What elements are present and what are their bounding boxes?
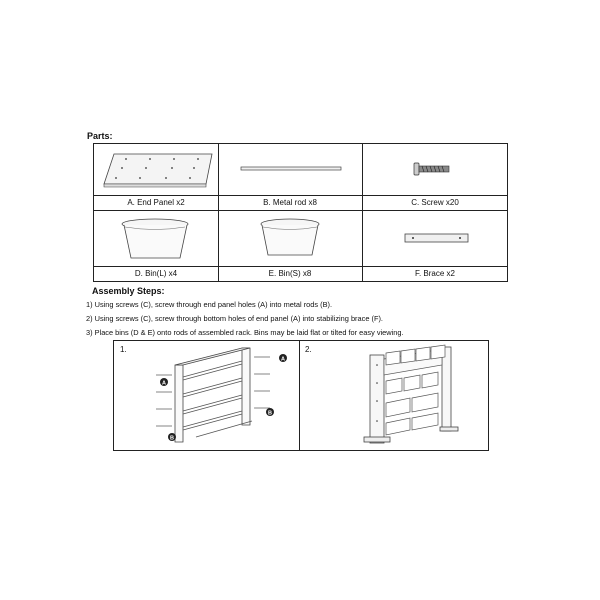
callout-a-right-letter: A [281, 356, 285, 363]
frame-assembly-illustration [114, 341, 299, 451]
callout-a-left-letter: A [162, 380, 166, 387]
large-bin-illustration [94, 210, 218, 266]
parts-table [93, 143, 508, 282]
metal-rod-illustration [218, 144, 362, 195]
assembly-step-3: 3) Place bins (D & E) onto rods of assembled rack. Bins may be laid flat or tilted for easy viewing. [86, 328, 404, 337]
part-label-small-bin: E. Bin(S) x8 [268, 269, 312, 278]
assembly-diagram [113, 340, 489, 451]
part-label-screw: C. Screw x20 [411, 198, 459, 207]
end-panel-illustration [94, 144, 218, 195]
assembly-heading: Assembly Steps: [92, 286, 165, 296]
diagram-number-2: 2. [305, 345, 312, 354]
part-label-end-panel: A. End Panel x2 [127, 198, 185, 207]
assembly-step-1: 1) Using screws (C), screw through end panel holes (A) into metal rods (B). [86, 300, 333, 309]
part-label-metal-rod: B. Metal rod x8 [263, 198, 317, 207]
brace-illustration [362, 210, 508, 266]
callout-b-right-letter: B [268, 410, 272, 417]
part-label-brace: F. Brace x2 [414, 269, 455, 278]
callout-b-left-letter: B [170, 435, 174, 442]
diagram-number-1: 1. [120, 345, 127, 354]
part-label-large-bin: D. Bin(L) x4 [134, 269, 178, 278]
assembled-rack-illustration [300, 341, 488, 451]
small-bin-illustration [218, 210, 362, 266]
screw-illustration [362, 144, 508, 195]
parts-heading: Parts: [87, 131, 113, 141]
assembly-step-2: 2) Using screws (C), screw through bottom holes of end panel (A) into stabilizing brace (F). [86, 314, 383, 323]
